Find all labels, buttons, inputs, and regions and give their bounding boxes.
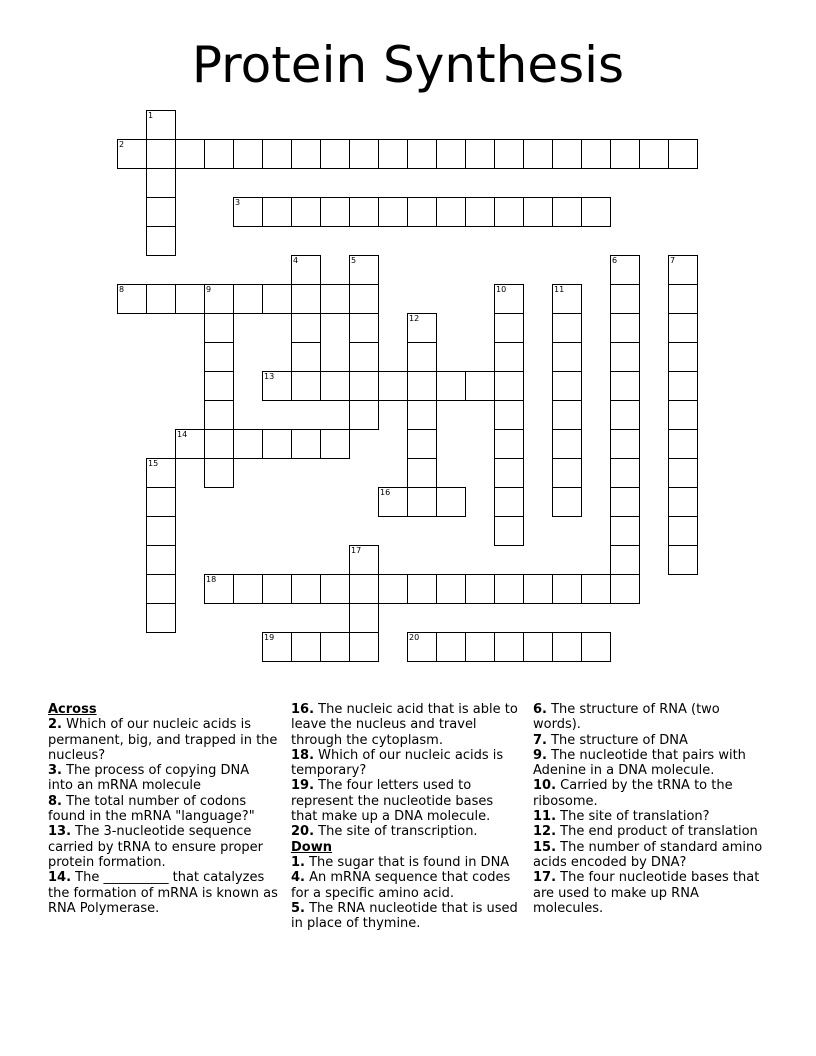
clue-column-3 — [533, 702, 765, 916]
crossword-cell[interactable] — [262, 284, 292, 314]
clue-item: 14. The __________ that catalyzes the formation of mRNA is known as RNA Polymerase. — [48, 870, 278, 916]
crossword-cell[interactable] — [349, 545, 379, 575]
clue-number: 13 — [264, 372, 275, 381]
crossword-cell[interactable] — [233, 284, 263, 314]
crossword-cell[interactable] — [610, 139, 640, 169]
clue-number: 6 — [612, 256, 618, 265]
crossword-cell[interactable] — [552, 139, 582, 169]
crossword-cell[interactable] — [320, 574, 350, 604]
crossword-cell[interactable] — [668, 313, 698, 343]
crossword-cell[interactable] — [204, 284, 234, 314]
crossword-cell[interactable] — [436, 487, 466, 517]
crossword-cell[interactable] — [668, 139, 698, 169]
crossword-cell[interactable] — [349, 574, 379, 604]
clue-number: 3 — [235, 198, 241, 207]
crossword-cell[interactable] — [146, 197, 176, 227]
crossword-cell[interactable] — [349, 284, 379, 314]
crossword-cell[interactable] — [320, 429, 350, 459]
clue-item: 13. The 3-nucleotide sequence carried by tRNA to ensure proper protein formation. — [48, 824, 264, 870]
crossword-cell[interactable] — [436, 632, 466, 662]
crossword-cell[interactable] — [378, 139, 408, 169]
crossword-cell[interactable] — [668, 516, 698, 546]
clue-number: 1 — [148, 111, 154, 120]
clue-item: 5. The RNA nucleotide that is used in place of thymine. — [291, 900, 518, 932]
crossword-cell[interactable] — [349, 313, 379, 343]
clue-item: 8. The total number of codons found in the mRNA "language?" — [48, 793, 255, 825]
crossword-cell[interactable] — [668, 284, 698, 314]
crossword-cell[interactable] — [494, 487, 524, 517]
crossword-cell[interactable] — [407, 197, 437, 227]
clue-item: 20. The site of transcription. — [291, 824, 478, 840]
crossword-cell[interactable] — [523, 139, 553, 169]
clue-number: 8 — [119, 285, 125, 294]
crossword-cell[interactable] — [610, 574, 640, 604]
crossword-cell[interactable] — [494, 516, 524, 546]
crossword-cell[interactable] — [668, 487, 698, 517]
crossword-cell[interactable] — [465, 197, 495, 227]
crossword-cell[interactable] — [581, 139, 611, 169]
crossword-cell[interactable] — [610, 545, 640, 575]
crossword-cell[interactable] — [494, 574, 524, 604]
crossword-cell[interactable] — [204, 342, 234, 372]
crossword-cell[interactable] — [146, 458, 176, 488]
crossword-cell[interactable] — [552, 197, 582, 227]
crossword-cell[interactable] — [291, 284, 321, 314]
page-title: Protein Synthesis — [191, 36, 625, 94]
crossword-cell[interactable] — [494, 197, 524, 227]
crossword-cell[interactable] — [349, 197, 379, 227]
crossword-cell[interactable] — [552, 429, 582, 459]
crossword-cell[interactable] — [610, 342, 640, 372]
crossword-cell[interactable] — [146, 226, 176, 256]
clue-item: 3. The process of copying DNA into an mRNA molecule — [48, 763, 250, 794]
crossword-cell[interactable] — [204, 371, 234, 401]
crossword-cell[interactable] — [204, 139, 234, 169]
crossword-cell[interactable] — [204, 400, 234, 430]
crossword-cell[interactable] — [552, 371, 582, 401]
crossword-cell[interactable] — [552, 632, 582, 662]
crossword-cell[interactable] — [581, 632, 611, 662]
crossword-cell[interactable] — [668, 400, 698, 430]
across-heading: Across — [48, 702, 97, 717]
clue-item: 17. The four nucleotide bases that are used to make up RNA molecules. — [533, 870, 760, 916]
clue-item: 16. The nucleic acid that is able to leave the nucleus and travel through the cytoplasm. — [291, 702, 518, 748]
clue-number: 2 — [119, 140, 125, 149]
clue-number: 12 — [409, 314, 420, 323]
crossword-cell[interactable] — [349, 603, 379, 633]
crossword-cell[interactable] — [146, 139, 176, 169]
crossword-cell[interactable] — [175, 284, 205, 314]
crossword-cell[interactable] — [204, 429, 234, 459]
crossword-cell[interactable] — [494, 458, 524, 488]
crossword-cell[interactable] — [407, 574, 437, 604]
crossword-cell[interactable] — [610, 313, 640, 343]
crossword-cell[interactable] — [668, 255, 698, 285]
clue-item: 6. The structure of RNA (two words). — [533, 702, 720, 733]
crossword-cell[interactable] — [233, 574, 263, 604]
clue-column-1 — [48, 702, 278, 916]
crossword-cell[interactable] — [552, 574, 582, 604]
crossword-cell[interactable] — [523, 574, 553, 604]
clue-item: 11. The site of translation? — [533, 809, 710, 825]
clue-item: 1. The sugar that is found in DNA — [291, 854, 510, 870]
crossword-cell[interactable] — [349, 632, 379, 662]
clue-number: 7 — [670, 256, 676, 265]
crossword-cell[interactable] — [494, 371, 524, 401]
crossword-cell[interactable] — [610, 429, 640, 459]
crossword-cell[interactable] — [146, 110, 176, 140]
crossword-cell[interactable] — [552, 487, 582, 517]
crossword-cell[interactable] — [668, 545, 698, 575]
crossword-cell[interactable] — [146, 545, 176, 575]
clue-item: 9. The nucleotide that pairs with Adenine in a DNA molecule. — [533, 747, 746, 779]
clue-number: 10 — [496, 285, 507, 294]
crossword-cell[interactable] — [320, 197, 350, 227]
crossword-cell[interactable] — [262, 429, 292, 459]
crossword-cell[interactable] — [233, 139, 263, 169]
crossword-cell[interactable] — [407, 139, 437, 169]
crossword-cell[interactable] — [465, 371, 495, 401]
crossword-cell[interactable] — [378, 574, 408, 604]
crossword-cell[interactable] — [378, 487, 408, 517]
crossword-cell[interactable] — [465, 574, 495, 604]
clue-item: 19. The four letters used to represent the nucleotide bases that make up a DNA molecule. — [291, 778, 494, 825]
crossword-cell[interactable] — [291, 632, 321, 662]
crossword-cell[interactable] — [610, 284, 640, 314]
crossword-cell[interactable] — [204, 458, 234, 488]
crossword-cell[interactable] — [407, 371, 437, 401]
crossword-cell[interactable] — [349, 139, 379, 169]
crossword-cell[interactable] — [291, 574, 321, 604]
clue-number: 19 — [264, 633, 275, 642]
crossword-cell[interactable] — [581, 574, 611, 604]
clue-number: 18 — [206, 575, 217, 584]
crossword-cell[interactable] — [262, 574, 292, 604]
crossword-cell[interactable] — [320, 284, 350, 314]
crossword-cell[interactable] — [262, 139, 292, 169]
crossword-cell[interactable] — [494, 342, 524, 372]
crossword-cell[interactable] — [291, 139, 321, 169]
crossword-cell[interactable] — [378, 197, 408, 227]
crossword-cell[interactable] — [204, 313, 234, 343]
clue-number: 15 — [148, 459, 159, 468]
crossword-cell[interactable] — [175, 139, 205, 169]
crossword-cell[interactable] — [436, 197, 466, 227]
crossword-cell[interactable] — [146, 487, 176, 517]
crossword-cell[interactable] — [523, 197, 553, 227]
crossword-cell[interactable] — [204, 574, 234, 604]
crossword-cell[interactable] — [320, 139, 350, 169]
clue-number: 17 — [351, 546, 362, 555]
crossword-cell[interactable] — [494, 313, 524, 343]
crossword-cell[interactable] — [610, 487, 640, 517]
crossword-cell[interactable] — [233, 197, 263, 227]
crossword-cell[interactable] — [262, 371, 292, 401]
crossword-cell[interactable] — [291, 197, 321, 227]
clue-item: 15. The number of standard amino acids encoded by DNA? — [533, 839, 763, 870]
clue-number: 9 — [206, 285, 212, 294]
down-heading: Down — [291, 839, 332, 855]
crossword-cell[interactable] — [610, 371, 640, 401]
crossword-cell[interactable] — [407, 429, 437, 459]
clue-item: 12. The end product of translation — [533, 824, 758, 840]
crossword-cell[interactable] — [349, 400, 379, 430]
crossword-cell[interactable] — [146, 284, 176, 314]
crossword-cell[interactable] — [523, 632, 553, 662]
crossword-cell[interactable] — [494, 429, 524, 459]
crossword-cell[interactable] — [552, 313, 582, 343]
crossword-cell[interactable] — [291, 313, 321, 343]
crossword-cell[interactable] — [407, 487, 437, 517]
clue-number: 14 — [177, 430, 188, 439]
clue-number: 16 — [380, 488, 391, 497]
clue-number: 20 — [409, 633, 420, 642]
crossword-cell[interactable] — [146, 516, 176, 546]
crossword-cell[interactable] — [552, 400, 582, 430]
crossword-cell[interactable] — [349, 255, 379, 285]
crossword-cell[interactable] — [610, 458, 640, 488]
crossword-cell[interactable] — [610, 516, 640, 546]
crossword-cell[interactable] — [465, 632, 495, 662]
crossword-cell[interactable] — [436, 139, 466, 169]
crossword-cell[interactable] — [146, 603, 176, 633]
crossword-cell[interactable] — [436, 371, 466, 401]
crossword-cell[interactable] — [610, 255, 640, 285]
crossword-cell[interactable] — [668, 371, 698, 401]
crossword-cell[interactable] — [320, 632, 350, 662]
crossword-cell[interactable] — [320, 371, 350, 401]
crossword-cell[interactable] — [407, 400, 437, 430]
crossword-cell[interactable] — [494, 632, 524, 662]
crossword-cell[interactable] — [552, 342, 582, 372]
crossword-cell[interactable] — [494, 400, 524, 430]
clue-number: 4 — [293, 256, 299, 265]
crossword-cell[interactable] — [233, 429, 263, 459]
crossword-cell[interactable] — [349, 342, 379, 372]
clue-item: 4. An mRNA sequence that codes for a specific amino acid. — [291, 870, 511, 901]
crossword-cell[interactable] — [291, 342, 321, 372]
crossword-cell[interactable] — [146, 574, 176, 604]
clue-item: 2. Which of our nucleic acids is permanent, big, and trapped in the nucleus? — [48, 717, 278, 763]
clue-number: 11 — [554, 285, 565, 294]
crossword-cell[interactable] — [262, 632, 292, 662]
crossword-cell[interactable] — [668, 429, 698, 459]
crossword-cell[interactable] — [407, 632, 437, 662]
clue-number: 5 — [351, 256, 357, 265]
crossword-cell[interactable] — [349, 371, 379, 401]
crossword-cell[interactable] — [291, 371, 321, 401]
crossword-cell[interactable] — [494, 139, 524, 169]
crossword-cell[interactable] — [378, 371, 408, 401]
crossword-cell[interactable] — [494, 284, 524, 314]
clue-item: 10. Carried by the tRNA to the ribosome. — [533, 778, 733, 809]
crossword-cell[interactable] — [146, 168, 176, 198]
crossword-cell[interactable] — [407, 313, 437, 343]
crossword-cell[interactable] — [407, 458, 437, 488]
crossword-cell[interactable] — [668, 342, 698, 372]
crossword-cell[interactable] — [668, 458, 698, 488]
crossword-cell[interactable] — [436, 574, 466, 604]
crossword-cell[interactable] — [465, 139, 495, 169]
crossword-cell[interactable] — [291, 255, 321, 285]
crossword-cell[interactable] — [407, 342, 437, 372]
crossword-cell[interactable] — [610, 400, 640, 430]
crossword-cell[interactable] — [639, 139, 669, 169]
crossword-cell[interactable] — [262, 197, 292, 227]
crossword-cell[interactable] — [175, 429, 205, 459]
crossword-cell[interactable] — [291, 429, 321, 459]
clue-item: 18. Which of our nucleic acids is temporary? — [291, 747, 504, 779]
crossword-cell[interactable] — [117, 284, 147, 314]
crossword-cell[interactable] — [552, 458, 582, 488]
crossword-cell[interactable] — [117, 139, 147, 169]
crossword-cell[interactable] — [552, 284, 582, 314]
crossword-cell[interactable] — [581, 197, 611, 227]
clue-column-2 — [291, 702, 523, 931]
clue-item: 7. The structure of DNA — [533, 732, 688, 748]
